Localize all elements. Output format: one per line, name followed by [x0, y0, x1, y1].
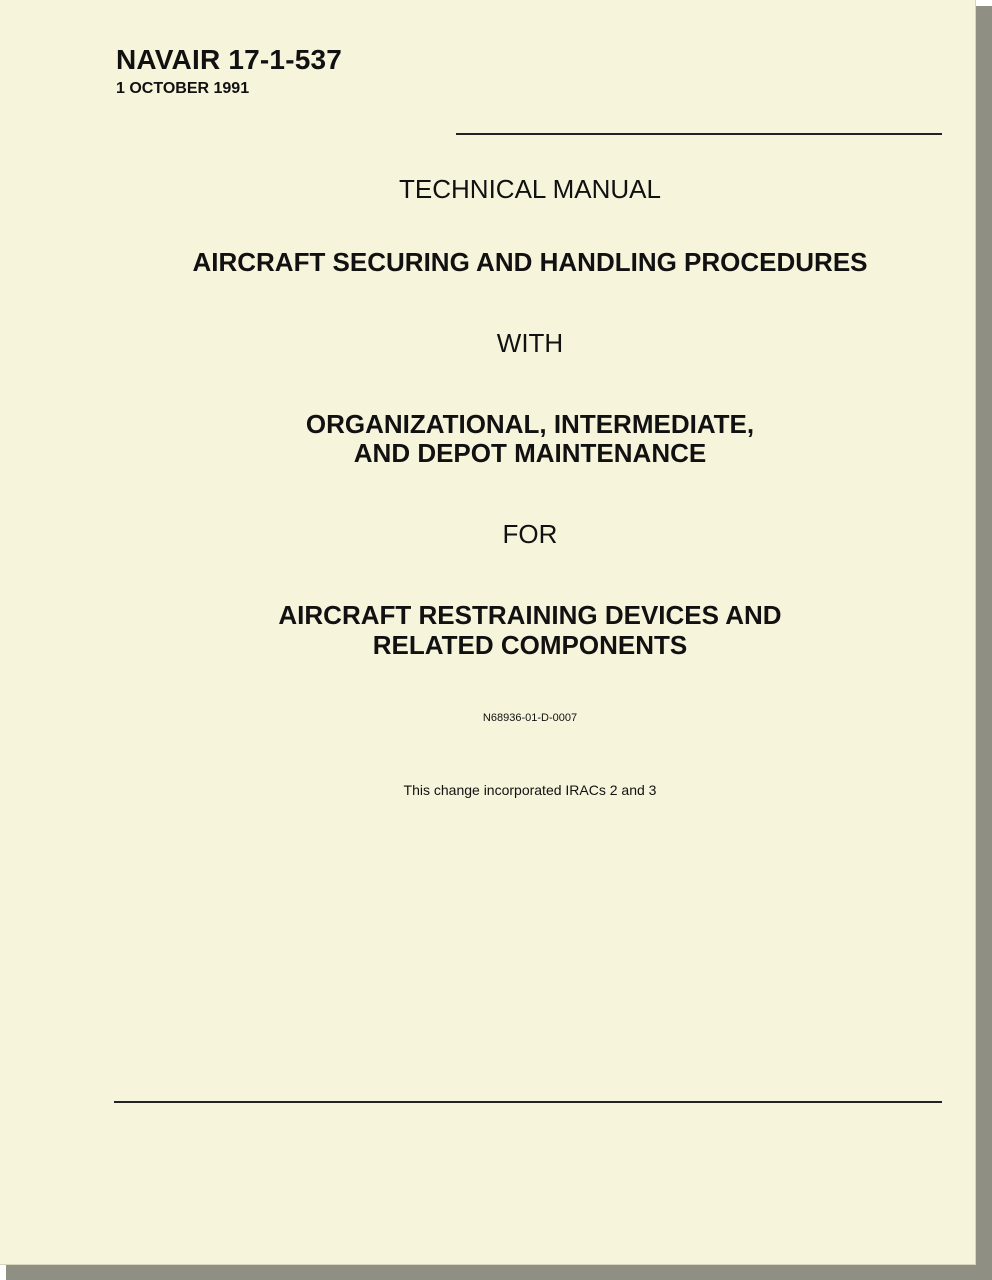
page-shadow-bottom: [6, 1265, 992, 1280]
connector-for: FOR: [502, 519, 558, 549]
change-note: This change incorporated IRACs 2 and 3: [403, 782, 657, 798]
document-number: NAVAIR 17-1-537: [116, 44, 343, 75]
document-date: 1 OCTOBER 1991: [116, 80, 250, 97]
top-divider: [456, 133, 942, 135]
contract-number: N68936-01-D-0007: [482, 712, 578, 724]
main-title: AIRCRAFT SECURING AND HANDLING PROCEDURES: [192, 247, 868, 277]
maintenance-line-1: ORGANIZATIONAL, INTERMEDIATE,: [305, 409, 755, 439]
page-shadow-right: [976, 6, 992, 1280]
subject-line-2: RELATED COMPONENTS: [372, 630, 688, 660]
manual-type: TECHNICAL MANUAL: [399, 174, 661, 204]
connector-with: WITH: [496, 328, 564, 358]
subject-line-1: AIRCRAFT RESTRAINING DEVICES AND: [278, 600, 782, 630]
bottom-divider: [114, 1101, 942, 1103]
maintenance-line-2: AND DEPOT MAINTENANCE: [353, 438, 707, 468]
